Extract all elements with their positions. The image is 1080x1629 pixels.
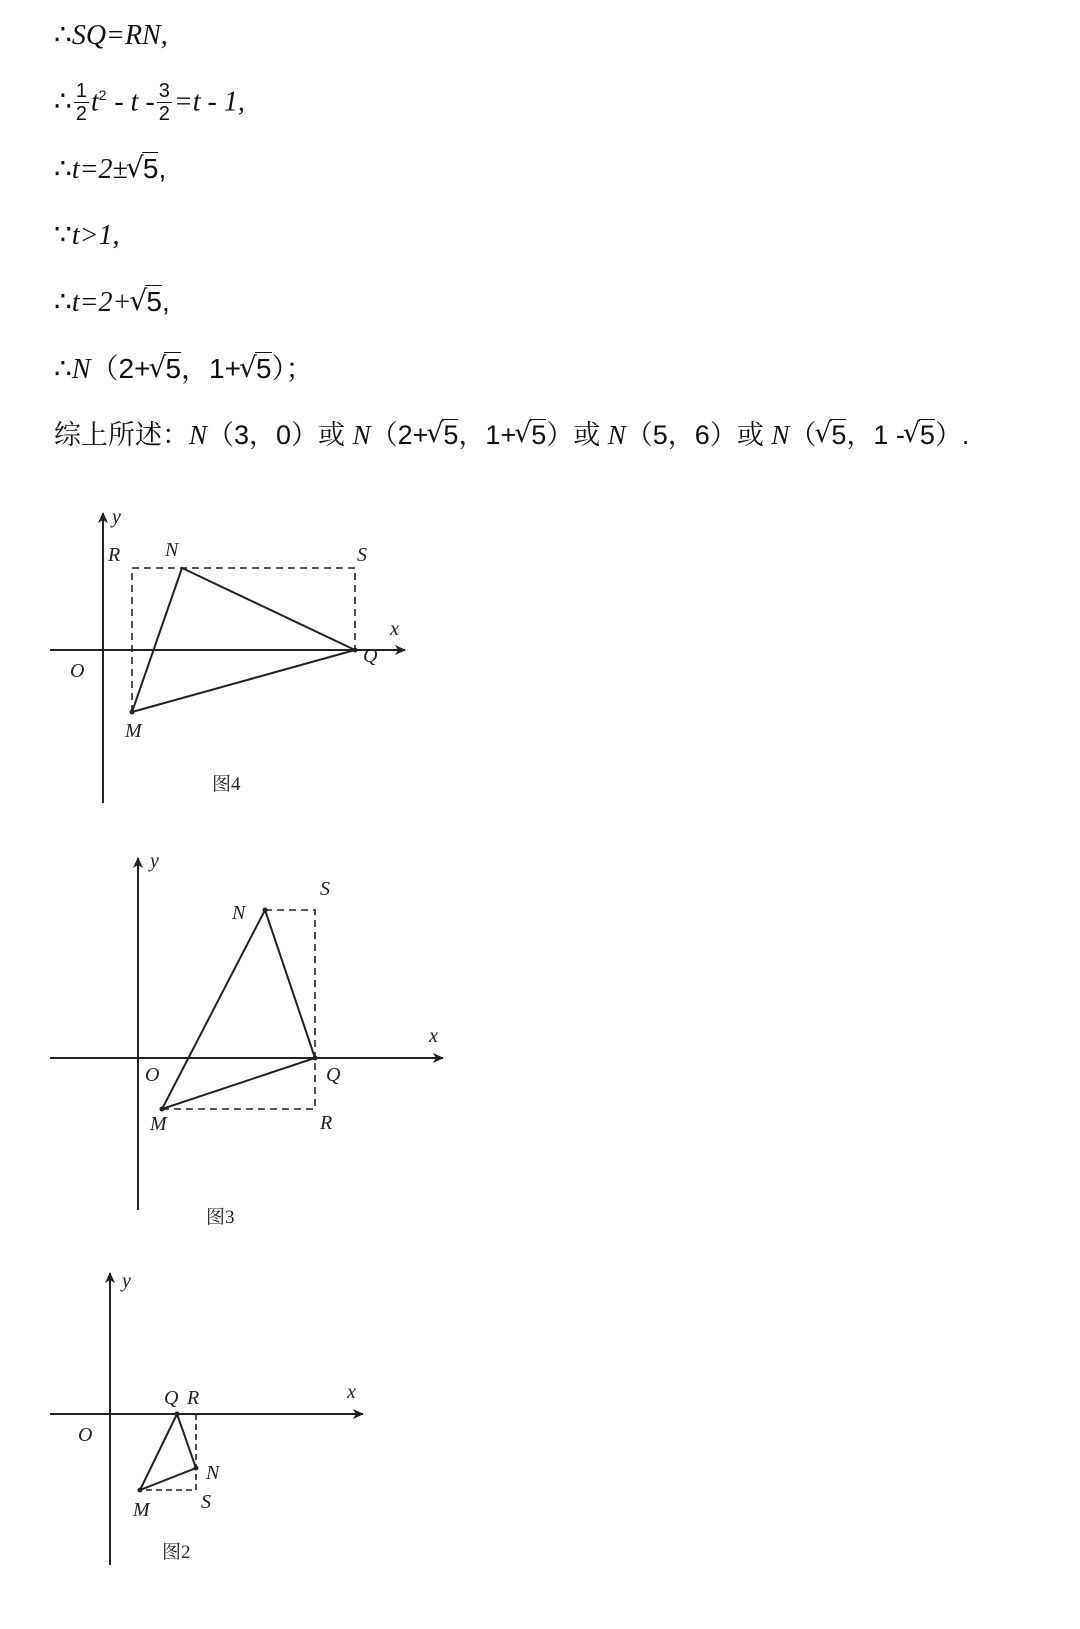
fraction-three-halves: $\frac{3}{2}$ xyxy=(158,80,170,126)
figure-4 xyxy=(50,506,405,803)
dashed-rectangle xyxy=(132,568,355,712)
solution-line-5: ∴t=2+√ 5, xyxy=(54,285,170,320)
point-n xyxy=(263,908,268,913)
summary-line: 综上所述：N（3，0）或 N（2+√ 5，1+√ 5）或 N（5，6）或 N（√ 5，1 -√ 5）. xyxy=(54,418,969,452)
label-s: S xyxy=(320,878,330,900)
sqrt-5: √ 5 xyxy=(516,418,546,452)
label-r: R xyxy=(187,1387,200,1409)
figure-caption: 图3 xyxy=(206,1207,235,1228)
sqrt-5: √ 5 xyxy=(131,285,162,319)
label-x: x xyxy=(429,1025,438,1047)
label-y: y xyxy=(122,1270,131,1292)
point-m xyxy=(138,1488,143,1493)
triangle-mnq xyxy=(132,568,355,712)
label-s: S xyxy=(357,544,367,566)
sqrt-5: √ 5 xyxy=(128,152,159,186)
label-x: x xyxy=(390,618,399,640)
sqrt-5: √ 5 xyxy=(428,418,458,452)
label-n: N xyxy=(206,1462,220,1484)
label-q: Q xyxy=(164,1387,179,1409)
solution-line-2: ∴ $\frac{1}{2}$ $t^2$ - t - $\frac{3}{2}$ =t - 1, xyxy=(54,80,245,126)
label-r: R xyxy=(320,1112,333,1134)
figure-caption: 图4 xyxy=(212,774,241,795)
fraction-one-half: $\frac{1}{2}$ xyxy=(75,80,87,126)
point-m xyxy=(130,710,135,715)
point-q xyxy=(313,1056,318,1061)
label-n: N xyxy=(165,539,179,561)
label-r: R xyxy=(108,544,121,566)
label-m: M xyxy=(150,1113,167,1135)
label-q: Q xyxy=(326,1064,341,1086)
figure-2 xyxy=(50,1270,363,1565)
label-y: y xyxy=(150,850,159,872)
label-o: O xyxy=(70,660,85,682)
label-y: y xyxy=(112,506,121,528)
label-o: O xyxy=(145,1064,160,1086)
label-m: M xyxy=(125,720,142,742)
solution-line-6: ∴N（2+√ 5，1+√ 5）； xyxy=(54,352,314,387)
label-n: N xyxy=(232,902,246,924)
solution-line-1: ∴SQ=RN, xyxy=(54,18,168,51)
point-q xyxy=(175,1412,180,1417)
label-x: x xyxy=(347,1381,356,1403)
sqrt-5: √ 5 xyxy=(241,352,272,386)
sqrt-5: √ 5 xyxy=(150,352,181,386)
point-q xyxy=(353,648,358,653)
figure-3 xyxy=(50,850,443,1228)
sqrt-5: √ 5 xyxy=(816,418,846,452)
label-o: O xyxy=(78,1424,93,1446)
sqrt-5: √ 5 xyxy=(905,418,935,452)
solution-line-4: ∵t>1, xyxy=(54,218,120,251)
triangle-mnq xyxy=(162,910,315,1109)
figure-caption: 图2 xyxy=(162,1542,191,1563)
point-n xyxy=(194,1466,199,1471)
solution-line-3: ∴t=2±√ 5, xyxy=(54,152,166,187)
triangle-mnq xyxy=(140,1414,196,1490)
point-m xyxy=(160,1107,165,1112)
label-m: M xyxy=(133,1499,150,1521)
label-q: Q xyxy=(363,645,378,667)
label-s: S xyxy=(201,1491,211,1513)
